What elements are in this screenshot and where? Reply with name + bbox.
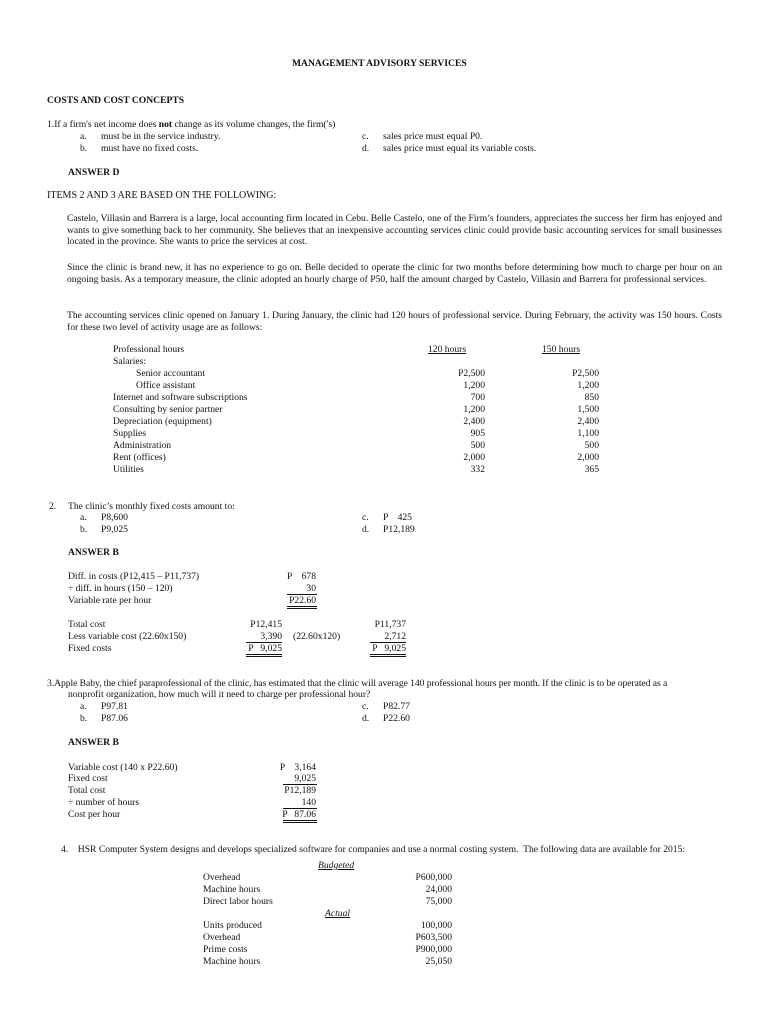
q3-option-b: P87.06 <box>101 713 128 724</box>
q1-option-d: sales price must equal its variable costs. <box>383 143 537 154</box>
q3-option-c-letter: c. <box>362 701 369 712</box>
q2-var-rate-label: Variable rate per hour <box>68 595 152 606</box>
q3-row-label: Cost per hour <box>68 809 121 820</box>
q1-stem-emphasis: not <box>158 119 173 130</box>
q2-number: 2. <box>49 501 57 512</box>
q2-double-underline <box>287 608 317 609</box>
q3-row-label: ÷ number of hours <box>68 797 140 808</box>
cost-row-v2: 1,500 <box>577 404 599 415</box>
q4-budgeted-label: Overhead <box>203 872 241 883</box>
cost-row-v1: 2,000 <box>463 452 485 463</box>
cost-row-label: Supplies <box>113 428 147 439</box>
q1-option-b: must have no fixed costs. <box>101 143 199 154</box>
cost-row-label: Consulting by senior partner <box>113 404 223 415</box>
cost-row-v1: 905 <box>470 428 485 439</box>
q3-option-b-letter: b. <box>80 713 88 724</box>
q4-budgeted-heading: Budgeted <box>318 860 355 871</box>
q2-answer: ANSWER B <box>68 547 119 558</box>
cost-table-col-150: 150 hours <box>542 344 581 355</box>
page-title: MANAGEMENT ADVISORY SERVICES <box>292 58 467 69</box>
cost-row-label: Internet and software subscriptions <box>113 392 248 403</box>
cost-table-header: Professional hours <box>113 344 185 355</box>
q4-actual-value: P900,000 <box>415 944 452 955</box>
q1-option-c: sales price must equal P0. <box>383 131 483 142</box>
cost-row-v1: 500 <box>470 440 485 451</box>
q3-answer: ANSWER B <box>68 737 119 748</box>
q2-option-a: P8,600 <box>101 512 128 523</box>
q2-double-underline <box>246 656 282 657</box>
q1-stem-part: change as its volume changes, the firm('s) <box>172 119 336 130</box>
q1-option-a-letter: a. <box>80 131 87 142</box>
cost-table-col-120: 120 hours <box>428 344 467 355</box>
q3-row-value: 9,025 <box>294 773 316 784</box>
items-heading: ITEMS 2 AND 3 ARE BASED ON THE FOLLOWING: <box>47 190 277 201</box>
q3-double-underline <box>283 820 317 821</box>
q3-option-d-letter: d. <box>362 713 370 724</box>
paragraph-3: The accounting services clinic opened on January 1. During January, the clinic had 120 hours of professional service. During February, the activity was 150 hours. Costs for these two level of activity usage are as follows: <box>67 310 722 333</box>
q3-option-a: P97.81 <box>101 701 128 712</box>
cost-row-v2: 1,100 <box>577 428 599 439</box>
q3-double-underline <box>283 822 317 823</box>
q2-diff-hours-label: ÷ diff. in hours (150 – 120) <box>68 583 173 594</box>
paragraph-2: Since the clinic is brand new, it has no experience to go on. Belle decided to operate the clinic for two months before determining how much to charge per hour on an ongoing basis. As a temporary measure, the clinic adopted an hourly charge of P50, half the amount charged by Castelo, Villasin and Barrera for professional services. <box>67 262 722 285</box>
cost-row-v2: 365 <box>584 464 599 475</box>
cost-row-label: Senior accountant <box>136 368 205 379</box>
q2-stem: The clinic’s monthly fixed costs amount to: <box>68 501 235 512</box>
q2-less-var-v1: 3,390 <box>260 631 282 642</box>
q3-row-label: Total cost <box>68 785 106 796</box>
q4-stem: 4. HSR Computer System designs and develops specialized software for companies and use a normal costing system. The following data are available for 2015: <box>61 844 686 855</box>
q3-option-d: P22.60 <box>383 713 410 724</box>
q2-option-b-letter: b. <box>80 524 88 535</box>
q3-stem-line2: nonprofit organization, how much will it need to charge per professional hour? <box>68 689 371 700</box>
q4-budgeted-label: Direct labor hours <box>203 896 273 907</box>
q2-fixed-v1: P 9,025 <box>248 643 282 654</box>
cost-row-v2: 2,400 <box>577 416 599 427</box>
cost-row-v1: 1,200 <box>463 404 485 415</box>
q2-double-underline <box>370 654 406 655</box>
cost-row-label: Utilities <box>113 464 144 475</box>
q2-less-var-v2: 2,712 <box>384 631 406 642</box>
q4-budgeted-label: Machine hours <box>203 884 261 895</box>
q3-row-value: P12,189 <box>284 785 316 796</box>
q4-actual-value: P603,500 <box>415 932 452 943</box>
cost-row-label: Depreciation (equipment) <box>113 416 212 427</box>
cost-row-label: Salaries: <box>113 356 147 367</box>
cost-row-label: Rent (offices) <box>113 452 166 463</box>
q2-fixed-label: Fixed costs <box>68 643 112 654</box>
q1-option-d-letter: d. <box>362 143 370 154</box>
q4-budgeted-value: 75,000 <box>425 896 452 907</box>
q2-var-rate-value: P22.60 <box>289 595 316 606</box>
q4-actual-value: 25,050 <box>425 956 452 967</box>
q4-actual-label: Machine hours <box>203 956 261 967</box>
q3-row-label: Fixed cost <box>68 773 108 784</box>
q4-actual-heading: Actual <box>325 908 351 919</box>
q2-less-var-mid: (22.60x120) <box>293 631 341 642</box>
cost-row-label: Administration <box>113 440 172 451</box>
q4-actual-value: 100,000 <box>420 920 452 931</box>
q2-option-b: P9,025 <box>101 524 128 535</box>
q2-option-d-letter: d. <box>362 524 370 535</box>
q2-option-c: P 425 <box>383 512 412 523</box>
q3-option-a-letter: a. <box>80 701 87 712</box>
q3-option-c: P82.77 <box>383 701 410 712</box>
section-heading: COSTS AND COST CONCEPTS <box>47 95 185 106</box>
cost-row-v2: 500 <box>584 440 599 451</box>
paragraph-1: Castelo, Villasin and Barrera is a large, local accounting firm located in Cebu. Belle Castelo, one of the Firm’s founders, appreciates the success her firm has enjoyed and wants to give something back to her community. She believes that an inexpensive accounting services clinic could provide basic accounting services for small businesses located in the province. She wants to price the services at cost. <box>67 213 722 247</box>
q2-diff-hours-value: 30 <box>306 583 316 594</box>
q3-row-label: Variable cost (140 x P22.60) <box>68 762 178 773</box>
cost-row-v1: 1,200 <box>463 380 485 391</box>
cost-row-label: Office assistant <box>136 380 196 391</box>
q3-row-value: 140 <box>301 797 316 808</box>
q2-double-underline <box>287 606 317 607</box>
q2-double-underline <box>370 656 406 657</box>
q2-option-c-letter: c. <box>362 512 369 523</box>
q3-stem-line1: 3.Apple Baby, the chief paraprofessional of the clinic, has estimated that the clinic will average 140 professional hours per month. If the clinic is to be operated as a <box>47 678 668 689</box>
q2-total-cost-v1: P12,415 <box>250 619 282 630</box>
q1-option-c-letter: c. <box>362 131 369 142</box>
q2-option-a-letter: a. <box>80 512 87 523</box>
cost-row-v2: 850 <box>584 392 599 403</box>
q4-budgeted-value: P600,000 <box>415 872 452 883</box>
q1-answer: ANSWER D <box>68 167 120 178</box>
q1-stem-part: 1.If a firm's net income does <box>47 119 159 130</box>
q2-total-cost-label: Total cost <box>68 619 106 630</box>
cost-row-v1: P2,500 <box>458 368 485 379</box>
q2-fixed-v2: P 9,025 <box>372 643 406 654</box>
q2-diff-costs-value: P 678 <box>287 571 316 582</box>
q2-total-cost-v2: P11,737 <box>374 619 406 630</box>
q1-stem <box>47 119 335 130</box>
q2-diff-costs-label: Diff. in costs (P12,415 – P11,737) <box>68 571 200 582</box>
q4-actual-label: Overhead <box>203 932 241 943</box>
q4-actual-label: Prime costs <box>203 944 248 955</box>
q4-budgeted-value: 24,000 <box>425 884 452 895</box>
q3-row-value: P 87.06 <box>282 809 316 820</box>
q2-less-var-label: Less variable cost (22.60x150) <box>68 631 187 642</box>
q1-option-b-letter: b. <box>80 143 88 154</box>
cost-row-v2: P2,500 <box>572 368 599 379</box>
q2-option-d: P12,189 <box>383 524 415 535</box>
q2-double-underline <box>246 654 282 655</box>
q1-option-a: must be in the service industry. <box>101 131 221 142</box>
cost-row-v1: 2,400 <box>463 416 485 427</box>
cost-row-v1: 332 <box>470 464 485 475</box>
cost-row-v2: 2,000 <box>577 452 599 463</box>
q3-row-value: P 3,164 <box>279 762 316 773</box>
cost-row-v1: 700 <box>470 392 485 403</box>
cost-row-v2: 1,200 <box>577 380 599 391</box>
q4-actual-label: Units produced <box>203 920 262 931</box>
